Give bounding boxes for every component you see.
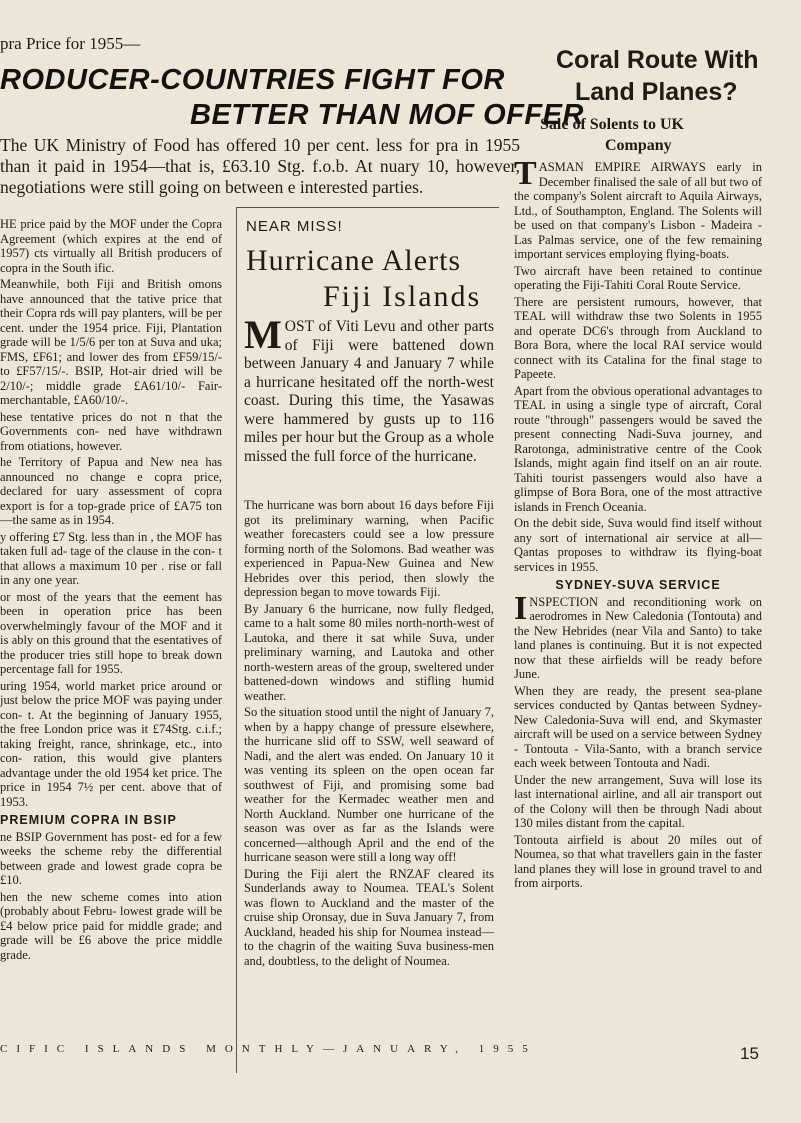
- hurricane-kicker: NEAR MISS!: [246, 218, 343, 235]
- section-strip: pra Price for 1955—: [0, 34, 141, 53]
- paragraph: [514, 155, 762, 262]
- paragraph: [514, 589, 762, 682]
- hurricane-title-2: Fiji Islands: [323, 280, 482, 313]
- hurricane-lede: [244, 312, 494, 466]
- paragraph: Tontouta airfield is about 20 miles out of Noumea, so that what travellers gain in the faster land planes they will lose in ground travel to and from airports.: [514, 832, 762, 890]
- paragraph-text: NSPECTION and reconditioning work on aerodromes in New Caledonia (Tontouta) and the New Hebrides (near Vila and Santo) to take land planes is continuing. But it is not expected now that these airfields will be ready before June.: [514, 594, 762, 681]
- lede-text: OST of Viti Levu and other parts of Fiji were battened down between January 4 and January 7 while a hurricane hesitated off the north-west coast. During this time, the Yasawas were hammered by gusts up to 116 miles per hour but the Group as a whole missed the full force of the hurricane.: [244, 318, 494, 465]
- drop-cap: T: [514, 155, 537, 192]
- coral-title-1: Coral Route With: [556, 46, 759, 74]
- section-heading: PREMIUM COPRA IN BSIP: [0, 813, 177, 827]
- drop-cap: M: [244, 312, 282, 357]
- coral-subtitle-2: Company: [605, 137, 672, 154]
- paragraph: HE price paid by the MOF under the Copra Agreement (which expires at the end of 1957) cts virtually all British producers of copra in the South ific.: [0, 217, 222, 275]
- paragraph: or most of the years that the eement has been in operation price has been overwhelmingly favour of the MOF and it is ably on this ground that the esentatives of the producer tries still hope to break down percentage fall for 1955.: [0, 589, 222, 676]
- coral-subtitle-1: Sale of Solents to UK: [540, 116, 684, 133]
- paragraph: When they are ready, the present sea-plane services conducted by Qantas between Sydney-New Caledonia-Suva will end, and Skymaster aircraft will be used on a service between Sydney - Tontouta - Vila-Santo, with a branch service each week between Tontouta and Nadi.: [514, 683, 762, 770]
- paragraph: So the situation stood until the night of January 7, when by a happy change of pressure elsewhere, the hurricane slid off to SSW, well seaward of Nadi, and the alert was ended. On January 10 it was venting its spleen on the open ocean far southwest of Fiji, and promising some bad weather for the Kermadec weather men and North Auckland. Number one hurricane of the season was over as far as the Islands were concerned—although April and the end of the hurricane season were still a long way off!: [244, 705, 494, 864]
- paragraph: ne BSIP Government has post- ed for a few weeks the scheme reby the differential between grade and lowest grade copra be £10.: [0, 829, 222, 887]
- paragraph: Two aircraft have been retained to continue operating the Fiji-Tahiti Coral Route Service.: [514, 263, 762, 292]
- paragraph: By January 6 the hurricane, now fully fledged, came to a halt some 80 miles north-north-west of Lautoka, and there it sat while Suva, under preliminary warning, and Lautoka and other north-western areas of the group, sweltered under battened-down windows and stifling humid weather.: [244, 601, 494, 703]
- headline-line-2: BETTER THAN MOF OFFER: [190, 99, 584, 131]
- copra-lede: The UK Ministry of Food has offered 10 per cent. less for pra in 1955 than it paid in 1954—that is, £63.10 Stg. f.o.b. At nuary 10, however, negotiations were still going on between e interested parties.: [0, 135, 520, 197]
- page-number: 15: [740, 1044, 759, 1063]
- paragraph: Apart from the obvious operational advantages to TEAL in using a single type of aircraft, Coral route "through" passengers would be saved the present connecting Nadi-Suva journey, and Rarotonga, administrative centre of the Cook Islands, might again find itself on an air route. Tahiti tourist passengers would also have a glimpse of Bora Bora, one of the most attractive islands in French Oceania.: [514, 383, 762, 514]
- headline-line-1: RODUCER-COUNTRIES FIGHT FOR: [0, 64, 505, 96]
- paragraph: Under the new arrangement, Suva will lose its last international airline, and all air transport out of the Colony will then be through Nadi about 130 miles distant from the capital.: [514, 772, 762, 830]
- hurricane-title-1: Hurricane Alerts: [246, 244, 462, 277]
- hurricane-article-body: [244, 498, 494, 970]
- coral-title-2: Land Planes?: [575, 78, 738, 106]
- paragraph: uring 1954, world market price around or just below the price MOF was paying under con- t. At the beginning of January 1955, the free London price was it £74Stg. c.i.f.; taking freight, rance, shrinkage, etc., into con- ration, this would give planters advantage under the old 1954 ket price. The price in 1954 7½ per cent. above that of 1953.: [0, 678, 222, 809]
- paragraph: Meanwhile, both Fiji and British omons have announced that the tative price that their Copra rds will pay planters, will be per cent. under the 1954 price. Fiji, Plantation grade will be 1/5/6 per ton at Suva and uka; FMS, £F61; and lower des from £F59/15/- to £F57/15/-. BSIP, Hot-air dried will be 2/10/-; middle grade £A61/10/- Fair-merchantable, £A60/10/-.: [0, 277, 222, 407]
- paragraph: There are persistent rumours, however, that TEAL will withdraw thse two Solents in 1955 and operate DC6's through from Auckland to Bora Bora, where the local RAI service would connect with its Catalina for the final stage to Papeete.: [514, 294, 762, 381]
- running-footer: CIFIC ISLANDS MONTHLY—JANUARY, 1955: [0, 1043, 537, 1055]
- paragraph: y offering £7 Stg. less than in , the MOF has taken full ad- tage of the clause in the con- t that allows a maximum 10 per . rise or fall in any one year.: [0, 529, 222, 587]
- copra-article-body: [0, 217, 222, 964]
- paragraph-text: ASMAN EMPIRE AIRWAYS early in December finalised the sale of all but two of the company's Solent aircraft to Aquila Airways, Ltd., of Southampton, England. The Solents will be used on that company's Lisbon - Madeira - Las Palmas service, one of the few remaining important services employing flying-boats.: [514, 160, 762, 261]
- drop-cap: I: [514, 589, 528, 627]
- paragraph: hen the new scheme comes into ation (probably about Febru- lowest grade will be £4 below price paid for middle grade; and grade will be £6 above the price middle grade.: [0, 889, 222, 962]
- paragraph: hese tentative prices do not n that the Governments con- ned have withdrawn from otiations, however.: [0, 409, 222, 453]
- paragraph: he Territory of Papua and New nea has announced no change e copra price, declared for uary assessment of copra export is for a top-grade price of £A75 ton—the same as in 1954.: [0, 455, 222, 527]
- paragraph: On the debit side, Suva would find itself without any sort of international air service at all—Qantas proposes to withdraw its flying-boat services in 1955.: [514, 516, 762, 574]
- section-heading: SYDNEY-SUVA SERVICE: [555, 578, 721, 592]
- paragraph: The hurricane was born about 16 days before Fiji got its preliminary warning, when Pacific weather forecasters could see a low pressure forming north of the Solomons. Bad weather was experienced in Papua-New Guinea and New Hebrides over this period, then slowly the depression began to move towards Fiji.: [244, 498, 494, 599]
- paragraph: During the Fiji alert the RNZAF cleared its Sunderlands away to Noumea. TEAL's Solent was flown to Auckland and the master of the cruise ship Oronsay, due in Suva January 7, from Auckland, headed his ship for Noumea instead—to the chagrin of the waiting Suva business-men and, doubtless, to the delight of Noumea.: [244, 866, 494, 968]
- coral-article-body: [514, 155, 762, 893]
